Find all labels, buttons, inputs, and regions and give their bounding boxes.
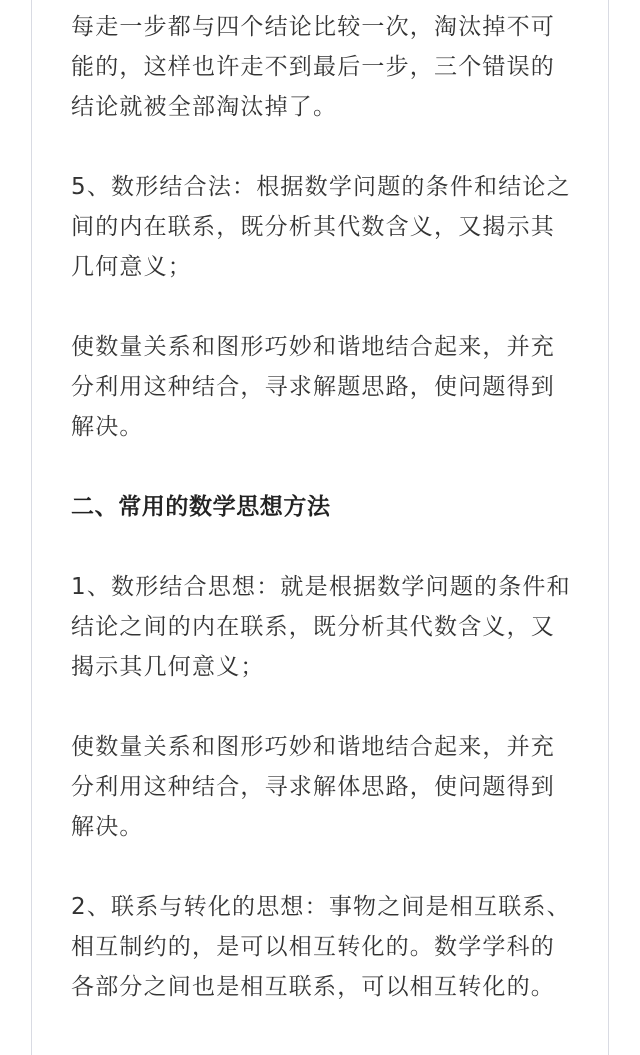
paragraph-number-shape-method-detail: 使数量关系和图形巧妙和谐地结合起来，并充分利用这种结合，寻求解题思路，使问题得到解决。 bbox=[71, 334, 555, 440]
article-body bbox=[71, 7, 577, 1047]
paragraph-number-shape-method: 5、数形结合法：根据数学问题的条件和结论之间的内在联系，既分析其代数含义，又揭示其几何意义； bbox=[71, 174, 571, 280]
article-page bbox=[31, 0, 609, 1055]
paragraph-connection-transformation: 2、联系与转化的思想：事物之间是相互联系、相互制约的，是可以相互转化的。数学学科的各部分之间也是相互联系，可以相互转化的。 bbox=[71, 894, 571, 1000]
section-heading-math-thinking: 二、常用的数学思想方法 bbox=[71, 494, 331, 520]
paragraph-number-shape-thinking-detail: 使数量关系和图形巧妙和谐地结合起来，并充分利用这种结合，寻求解体思路，使问题得到解决。 bbox=[71, 734, 555, 840]
paragraph-elimination-method: 每走一步都与四个结论比较一次，淘汰掉不可能的，这样也许走不到最后一步，三个错误的结论就被全部淘汰掉了。 bbox=[71, 14, 555, 120]
paragraph-number-shape-thinking: 1、数形结合思想：就是根据数学问题的条件和结论之间的内在联系，既分析其代数含义，又揭示其几何意义； bbox=[71, 574, 571, 680]
